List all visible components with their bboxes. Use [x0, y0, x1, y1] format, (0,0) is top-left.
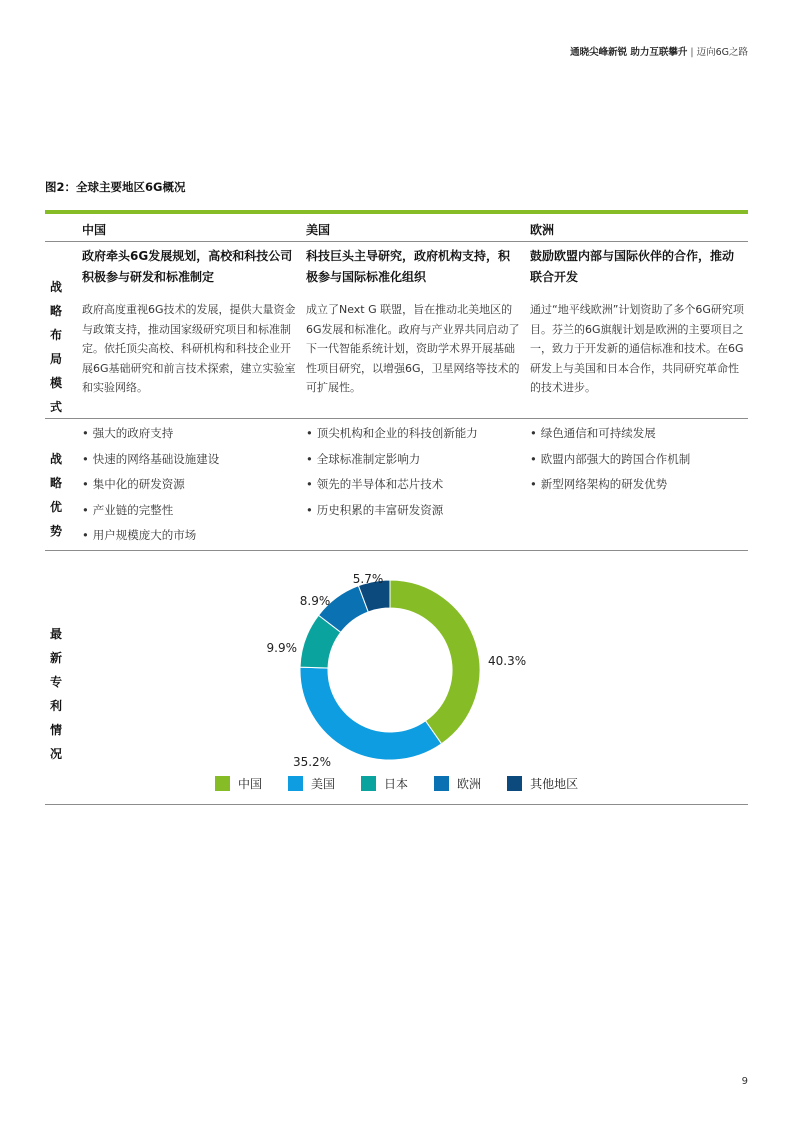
list-item: • 快速的网络基础设施建设	[82, 450, 219, 476]
table-top-rule	[45, 210, 748, 214]
row-label-strategy: 战略布局模式	[49, 280, 62, 414]
legend-swatch	[507, 776, 522, 791]
china-strategy-title: 政府牵头6G发展规划，高校和科技公司积极参与研发和标准制定	[82, 249, 293, 284]
legend-label: 中国	[238, 777, 263, 791]
china-strategy-body: 政府高度重视6G技术的发展，提供大量资金与政策支持，推动国家级研究项目和标准制定。依托顶尖高校、科研机构和科技企业开展6G基础研究和前言技术探索，建立实验室和实验网络。	[82, 303, 296, 394]
legend-label: 美国	[311, 777, 336, 791]
list-item: • 新型网络架构的研发优势	[530, 475, 690, 501]
list-item: • 全球标准制定影响力	[306, 450, 478, 476]
legend-swatch	[434, 776, 449, 791]
column-header-usa: 美国	[306, 223, 331, 237]
list-item: • 集中化的研发资源	[82, 475, 219, 501]
column-header-europe: 欧洲	[530, 223, 555, 237]
donut-slice-1	[300, 667, 442, 760]
patent-donut-chart	[266, 570, 527, 770]
legend-item	[288, 775, 335, 792]
usa-strategy-title: 科技巨头主导研究，政府机构支持，积极参与国际标准化组织	[306, 249, 511, 284]
list-item: • 欧盟内部强大的跨国合作机制	[530, 450, 690, 476]
page-number: 9	[741, 1076, 748, 1087]
list-item: • 顶尖机构和企业的科技创新能力	[306, 424, 478, 450]
figure-title: 图2：全球主要地区6G概况	[45, 180, 186, 194]
data-label-0: 40.3%	[488, 654, 527, 668]
donut-slice-0	[390, 580, 480, 744]
europe-advantages-list	[530, 424, 690, 501]
header-subtitle: 迈向6G之路	[696, 47, 748, 58]
legend-swatch	[215, 776, 230, 791]
running-header	[570, 44, 748, 58]
list-item: • 强大的政府支持	[82, 424, 219, 450]
row-label-advantages: 战略优势	[49, 452, 62, 538]
divider	[45, 804, 748, 805]
legend-swatch	[288, 776, 303, 791]
legend-item	[361, 775, 408, 792]
divider	[45, 241, 748, 242]
divider	[45, 550, 748, 551]
legend-label: 其他地区	[530, 777, 579, 791]
data-label-1: 35.2%	[292, 755, 332, 769]
list-item: • 用户规模庞大的市场	[82, 526, 219, 552]
list-item: • 产业链的完整性	[82, 501, 219, 527]
header-separator: |	[690, 47, 694, 58]
china-advantages-list	[82, 424, 219, 552]
legend-label: 日本	[384, 777, 409, 791]
usa-advantages-list	[306, 424, 478, 526]
list-item: • 绿色通信和可持续发展	[530, 424, 690, 450]
usa-strategy-body: 成立了Next G 联盟，旨在推动北美地区的6G发展和标准化。政府与产业界共同启动了下一代智能系统计划，资助学术界开展基础性项目研究，以增强6G，卫星网络等技术的可扩展性。	[306, 303, 520, 394]
data-label-3: 8.9%	[299, 594, 331, 608]
row-label-patents: 最新专利情况	[49, 627, 62, 761]
legend-item	[434, 775, 481, 792]
legend-label: 欧洲	[457, 777, 482, 791]
europe-strategy-title: 鼓励欧盟内部与国际伙伴的合作，推动联合开发	[530, 249, 735, 284]
chart-legend	[215, 775, 604, 792]
list-item: • 历史积累的丰富研发资源	[306, 501, 478, 527]
list-item: • 领先的半导体和芯片技术	[306, 475, 478, 501]
europe-strategy-body: 通过“地平线欧洲”计划资助了多个6G研究项目。芬兰的6G旗舰计划是欧洲的主要项目之一，致力于开发新的通信标准和技术。在6G研发上与美国和日本合作，共同研究革命性的技术进步。	[530, 303, 744, 394]
header-title: 通晓尖峰新锐 助力互联攀升	[570, 47, 688, 58]
legend-item	[215, 775, 262, 792]
legend-swatch	[361, 776, 376, 791]
column-header-china: 中国	[82, 223, 107, 237]
legend-item	[507, 775, 578, 792]
data-label-4: 5.7%	[352, 572, 384, 586]
data-label-2: 9.9%	[266, 641, 297, 655]
divider	[45, 418, 748, 419]
